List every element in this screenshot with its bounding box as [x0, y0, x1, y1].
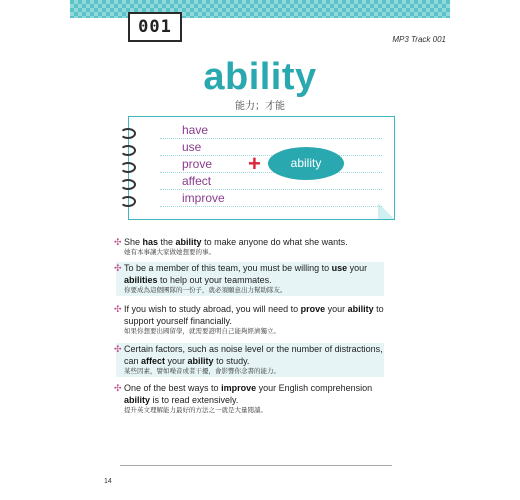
binder-ring-icon: [120, 179, 136, 190]
card-rule-line: [160, 172, 382, 173]
page-number: 14: [104, 478, 112, 485]
sentence-text: If you wish to study abroad, you will need to: [124, 304, 301, 314]
header-white-strip: [70, 18, 450, 50]
keyword-highlight: ability: [187, 356, 214, 366]
sentence-text: your English comprehension: [256, 383, 373, 393]
card-rule-line: [160, 189, 382, 190]
keyword-highlight: ability: [124, 395, 151, 405]
sentence-text: your: [165, 356, 188, 366]
keyword-highlight: prove: [300, 304, 326, 314]
bullet-icon: ✣: [114, 304, 122, 314]
example-chinese: 提升英文理解能力最好的方法之一就是大量閱讀。: [124, 407, 267, 414]
collocation-verb: have: [182, 123, 209, 137]
example-chinese: 如果你想要出國留學，就需要證明自己能夠經濟獨立。: [124, 328, 280, 335]
sentence-text: to support yourself financially.: [124, 304, 384, 326]
example-chinese: 某些因素，譬如噪音或者干擾，會影響你念書的能力。: [124, 368, 280, 375]
keyword-highlight: abilities: [124, 275, 158, 285]
bullet-icon: ✣: [114, 237, 122, 247]
sentence-text: is to read extensively.: [150, 395, 239, 405]
sentence-text: your: [325, 304, 348, 314]
keyword-highlight: use: [331, 263, 348, 273]
example-chinese: 你要成為這個團隊的一份子，就必須願意出力幫助隊友。: [124, 287, 287, 294]
card-rule-line: [160, 206, 382, 207]
bullet-icon: ✣: [114, 344, 122, 354]
headword-translation: 能力；才能: [235, 101, 285, 112]
example-english: [124, 382, 392, 406]
example-sentence: [116, 262, 384, 296]
headword: ability: [203, 56, 317, 98]
collocation-verb: prove: [182, 157, 213, 171]
sentence-text: to study.: [213, 356, 250, 366]
collocation-noun-bubble: ability: [268, 147, 344, 180]
example-english: [124, 236, 392, 248]
sentence-text: To be a member of this team, you must be willing to: [124, 263, 332, 273]
binder-ring-icon: [120, 196, 136, 207]
sentence-text: to make anyone do what she wants.: [201, 237, 348, 247]
collocation-verb: improve: [182, 191, 225, 205]
keyword-highlight: affect: [141, 356, 166, 366]
sentence-text: Certain factors, such as noise level or the number of distractions, can: [124, 344, 383, 366]
collocation-verb: use: [182, 140, 202, 154]
sentence-text: She: [124, 237, 143, 247]
entry-number: 001: [128, 12, 182, 42]
keyword-highlight: has: [142, 237, 159, 247]
example-sentence: [114, 303, 392, 337]
bullet-icon: ✣: [114, 383, 122, 393]
collocation-verb: affect: [182, 174, 212, 188]
example-sentence: [114, 236, 392, 258]
example-english: [124, 303, 392, 327]
bullet-icon: ✣: [114, 263, 122, 273]
example-sentence: [116, 343, 384, 377]
plus-sign: +: [248, 151, 261, 176]
binder-ring-icon: [120, 128, 136, 139]
binder-ring-icon: [120, 162, 136, 173]
example-english: [124, 262, 384, 286]
keyword-highlight: ability: [175, 237, 202, 247]
example-english: [124, 343, 384, 367]
keyword-highlight: improve: [221, 383, 257, 393]
footer-rule: [120, 465, 392, 466]
binder-ring-icon: [120, 145, 136, 156]
example-chinese: 她有本事讓大家做她想要的事。: [124, 249, 215, 256]
sentence-text: One of the best ways to: [124, 383, 222, 393]
sentence-text: your: [347, 263, 368, 273]
audio-track-label: MP3 Track 001: [392, 35, 446, 44]
card-rule-line: [160, 138, 382, 139]
collocation-card: [128, 116, 395, 220]
sentence-text: to help out your teammates.: [157, 275, 272, 285]
keyword-highlight: ability: [347, 304, 374, 314]
example-sentence: [114, 382, 392, 416]
sentence-text: the: [158, 237, 176, 247]
